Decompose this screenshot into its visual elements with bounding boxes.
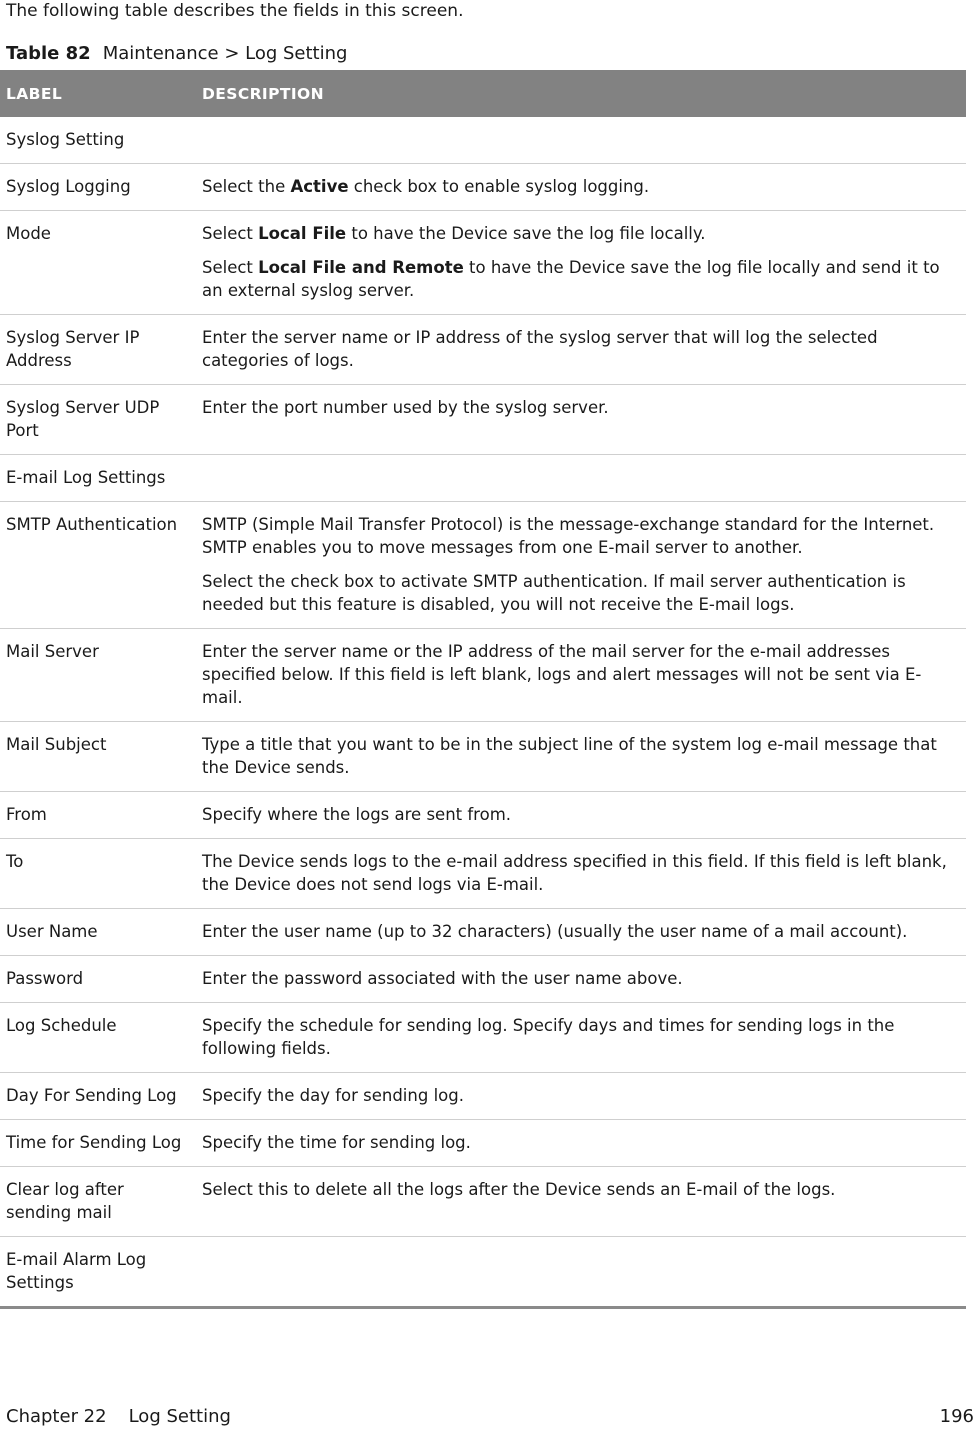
page-number: 196 bbox=[939, 1406, 974, 1427]
description-paragraph bbox=[202, 803, 960, 826]
row-description bbox=[196, 1167, 966, 1237]
description-text: Specify the schedule for sending log. Specify days and times for sending logs in the following fields. bbox=[202, 1016, 895, 1058]
description-paragraph bbox=[202, 733, 960, 779]
description-paragraph bbox=[202, 396, 960, 419]
description-text: Select bbox=[202, 224, 259, 243]
table-row bbox=[0, 909, 966, 956]
description-text: Type a title that you want to be in the subject line of the system log e-mail message that the Device sends. bbox=[202, 735, 937, 777]
description-text: check box to enable syslog logging. bbox=[348, 177, 650, 196]
description-paragraph bbox=[202, 1178, 960, 1201]
footer-chapter: Chapter 22 bbox=[6, 1406, 107, 1427]
row-label: Mail Server bbox=[0, 629, 196, 722]
table-row bbox=[0, 455, 966, 502]
table-row bbox=[0, 164, 966, 211]
intro-text: The following table describes the fields in this screen. bbox=[6, 1, 464, 21]
row-label: User Name bbox=[0, 909, 196, 956]
row-label: Syslog Setting bbox=[0, 117, 196, 164]
table-row bbox=[0, 211, 966, 315]
description-paragraph bbox=[202, 175, 960, 198]
table-row bbox=[0, 1167, 966, 1237]
description-paragraph bbox=[202, 1084, 960, 1107]
row-label: E-mail Alarm Log Settings bbox=[6, 1250, 147, 1292]
description-text: SMTP (Simple Mail Transfer Protocol) is the message-exchange standard for the Internet. SMTP enables you to move messages from one E-mail server to another. bbox=[202, 515, 935, 557]
row-label: Day For Sending Log bbox=[0, 1073, 196, 1120]
row-description bbox=[196, 385, 966, 455]
row-label: From bbox=[0, 792, 196, 839]
row-label: E-mail Log Settings bbox=[0, 455, 196, 502]
row-description bbox=[196, 1237, 966, 1308]
footer-section: Log Setting bbox=[128, 1406, 231, 1427]
description-text: Enter the password associated with the user name above. bbox=[202, 969, 683, 988]
row-label: Password bbox=[0, 956, 196, 1003]
description-text: Specify the time for sending log. bbox=[202, 1133, 471, 1152]
table-row bbox=[0, 315, 966, 385]
table-row bbox=[0, 722, 966, 792]
row-description bbox=[196, 1073, 966, 1120]
description-paragraph bbox=[202, 967, 960, 990]
description-paragraph bbox=[202, 850, 960, 896]
table-caption bbox=[6, 43, 347, 65]
table-row bbox=[0, 1120, 966, 1167]
row-label: SMTP Authentication bbox=[0, 502, 196, 629]
row-label: Time for Sending Log bbox=[0, 1120, 196, 1167]
row-description bbox=[196, 502, 966, 629]
description-text: Enter the server name or the IP address of the mail server for the e-mail addresses specified below. If this field is left blank, logs and alert messages will not be sent via E-mail. bbox=[202, 642, 922, 707]
row-description bbox=[196, 956, 966, 1003]
page-footer-chapter bbox=[6, 1405, 231, 1429]
row-description bbox=[196, 211, 966, 315]
description-text: to have the Device save the log file locally and send it to an external syslog server. bbox=[202, 258, 940, 300]
description-text: Specify where the logs are sent from. bbox=[202, 805, 512, 824]
description-text: Select the check box to activate SMTP authentication. If mail server authentication is needed but this feature is disabled, you will not receive the E-mail logs. bbox=[202, 572, 906, 614]
description-text: to have the Device save the log file locally. bbox=[346, 224, 706, 243]
table-row bbox=[0, 956, 966, 1003]
row-label: Clear log after sending mail bbox=[0, 1167, 196, 1237]
row-description bbox=[196, 315, 966, 385]
description-text: Select this to delete all the logs after the Device sends an E-mail of the logs. bbox=[202, 1180, 836, 1199]
description-bold-term: Local File and Remote bbox=[258, 258, 464, 277]
row-description bbox=[196, 164, 966, 211]
description-text: Specify the day for sending log. bbox=[202, 1086, 464, 1105]
row-description bbox=[196, 722, 966, 792]
table-row bbox=[0, 792, 966, 839]
table-body bbox=[0, 117, 966, 1308]
row-label: Mail Subject bbox=[0, 722, 196, 792]
table-header-row bbox=[0, 70, 966, 117]
description-bold-term: Local File bbox=[258, 224, 347, 243]
row-description bbox=[196, 909, 966, 956]
description-paragraph bbox=[202, 920, 960, 943]
row-label: Syslog Logging bbox=[0, 164, 196, 211]
field-description-table bbox=[0, 70, 966, 1309]
table-row bbox=[0, 1237, 966, 1308]
description-paragraph bbox=[202, 256, 960, 302]
row-description bbox=[196, 1003, 966, 1073]
table-row bbox=[0, 1073, 966, 1120]
row-description bbox=[196, 1120, 966, 1167]
description-text: Enter the port number used by the syslog server. bbox=[202, 398, 609, 417]
description-text: Enter the server name or IP address of the syslog server that will log the selected categories of logs. bbox=[202, 328, 878, 370]
row-label: Syslog Server IP Address bbox=[0, 315, 196, 385]
table-row bbox=[0, 502, 966, 629]
header-label: LABEL bbox=[0, 70, 196, 117]
row-description bbox=[196, 455, 966, 502]
description-paragraph bbox=[202, 1014, 960, 1060]
table-row bbox=[0, 117, 966, 164]
header-description: DESCRIPTION bbox=[196, 70, 966, 117]
table-row bbox=[0, 839, 966, 909]
row-label: To bbox=[0, 839, 196, 909]
description-paragraph bbox=[202, 513, 960, 559]
table-number: Table 82 bbox=[6, 43, 91, 64]
row-description bbox=[196, 839, 966, 909]
row-description bbox=[196, 792, 966, 839]
description-paragraph bbox=[202, 570, 960, 616]
table-row bbox=[0, 629, 966, 722]
description-text: The Device sends logs to the e-mail address specified in this field. If this field is left blank, the Device does not send logs via E-mail. bbox=[202, 852, 947, 894]
description-text: Enter the user name (up to 32 characters) (usually the user name of a mail account). bbox=[202, 922, 908, 941]
table-row bbox=[0, 1003, 966, 1073]
row-description bbox=[196, 117, 966, 164]
description-paragraph bbox=[202, 326, 960, 372]
description-text: Select bbox=[202, 258, 259, 277]
table-row bbox=[0, 385, 966, 455]
description-paragraph bbox=[202, 1131, 960, 1154]
row-label: Log Schedule bbox=[0, 1003, 196, 1073]
row-description bbox=[196, 629, 966, 722]
row-label: Mode bbox=[0, 211, 196, 315]
description-paragraph bbox=[202, 640, 960, 709]
description-bold-term: Active bbox=[290, 177, 349, 196]
description-text: Select the bbox=[202, 177, 291, 196]
table-title: Maintenance > Log Setting bbox=[102, 43, 348, 64]
row-label: Syslog Server UDP Port bbox=[0, 385, 196, 455]
description-paragraph bbox=[202, 222, 960, 245]
